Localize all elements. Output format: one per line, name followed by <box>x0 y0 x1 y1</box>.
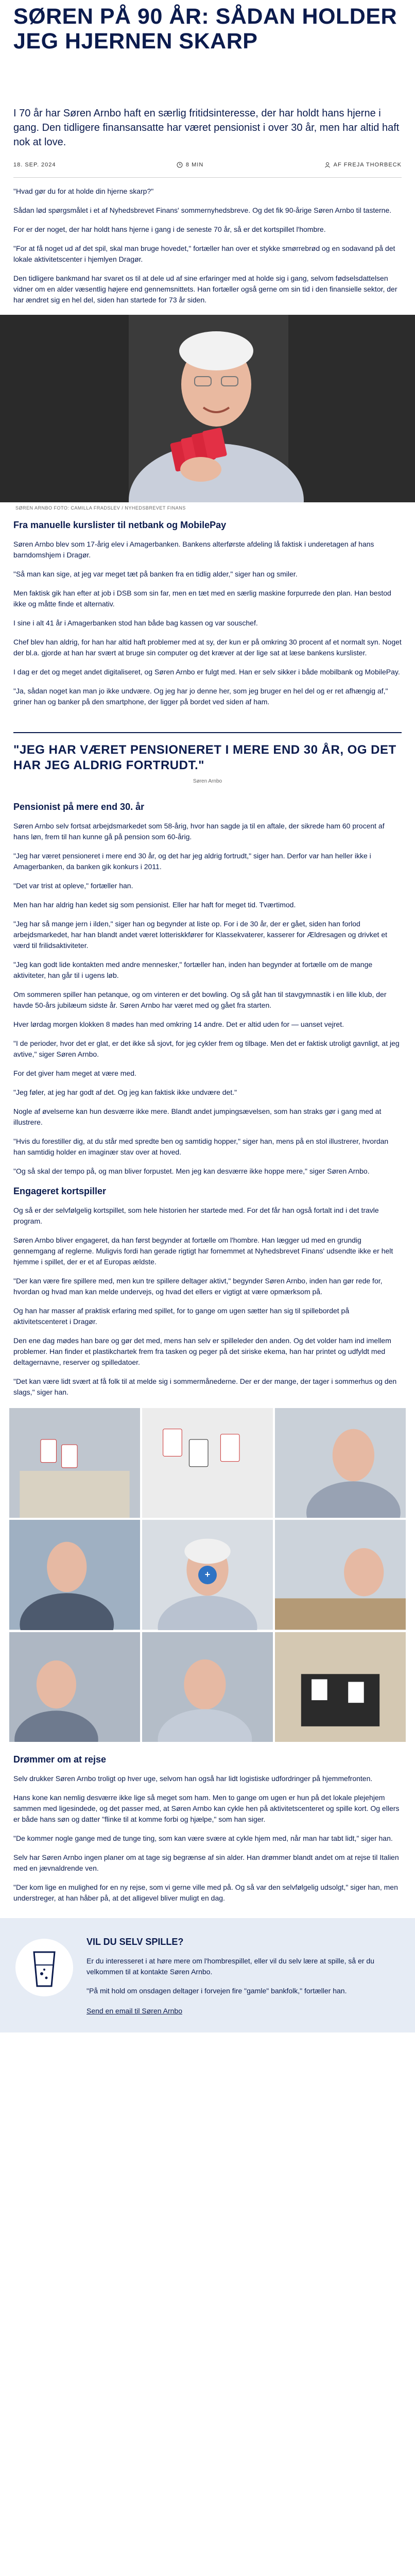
paragraph: "I de perioder, hvor det er glat, er det ikke så sjovt, for jeg cykler frem og tilbage. Men det er faktisk utroligt gavnligt, at jeg avtive," siger Søren Arnbo. <box>13 1039 400 1058</box>
publish-date: 18. SEP. 2024 <box>13 162 56 168</box>
article-headline: SØREN PÅ 90 ÅR: SÅDAN HOLDER JEG HJERNEN SKARP <box>13 4 397 54</box>
section-body <box>13 1773 402 1904</box>
paragraph: "Der kom lige en mulighed for en ny rejse, som vi gerne ville med på. Og så var den selvfølgelig udsolgt," siger han, men understreger, at han håber på, at det alligevel bliver muligt en dag. <box>13 1883 398 1902</box>
article-lead: I 70 år har Søren Arnbo haft en særlig fritidsinteresse, der har holdt hans hjerne i gang. Den tidligere finansansatte har været pensionist i over 30 år, men har altid haft nok at love. <box>13 108 400 148</box>
paragraph: "For at få noget ud af det spil, skal man bruge hovedet," fortæller han over et stykke smørrebrød og en sodavand på det lokale aktivitetscenter i hjemlyen Dragør. <box>13 244 395 263</box>
read-time-label: 8 MIN <box>185 162 204 168</box>
paragraph: Men faktisk gik han efter at job i DSB som sin far, men en tæt med en særlig maskine forpurrede den plan. Han bestod ikke og måtte finde et alternativ. <box>13 589 391 608</box>
paragraph: "Hvad gør du for at holde din hjerne skarp?" <box>13 187 154 195</box>
photo-gallery[interactable] <box>0 1408 415 1742</box>
paragraph: For er der noget, der har holdt hans hjerne i gang i de seneste 70 år, så er det kortspillet l'hombre. <box>13 225 326 233</box>
gallery-photo[interactable] <box>9 1520 140 1630</box>
hero-caption: SØREN ARNBO FOTO: CAMILLA FRADSLEV / NYHEDSBREVET FINANS <box>15 505 186 511</box>
paragraph: Hans kone kan nemlig desværre ikke lige så meget som ham. Men to gange om ugen er hun på det lokale plejehjem sammen med ligesindede, og det passer med, at Søren Arnbo kan cykle hen på aktivitetscenteret og spille kort. Og ellers er både hans søn og datter "flinke til at komme forbi og hjælpe," som han siger. <box>13 1793 400 1823</box>
paragraph: Om sommeren spiller han petanque, og om vinteren er det bowling. Og så gåt han til stavgymnastik i en lille klub, der havde 50-års jubilæum sidste år. Søren Arnbo har været med og gået fra starten. <box>13 990 387 1009</box>
hero-photo <box>0 315 415 502</box>
intro-body <box>13 186 402 306</box>
author[interactable] <box>324 162 402 168</box>
portrait-illustration <box>0 315 415 502</box>
section-heading: Engageret kortspiller <box>13 1186 107 1196</box>
paragraph: "De kommer nogle gange med de tunge ting, som kan være svære at cykle hjem med, når man har tabt lidt," siger han. <box>13 1834 393 1842</box>
factbox-heading: VIL DU SELV SPILLE? <box>87 1937 184 1947</box>
gallery-photo[interactable] <box>142 1520 273 1630</box>
glass-icon <box>13 1937 75 1998</box>
section-body <box>13 539 402 707</box>
author-icon <box>324 162 331 168</box>
paragraph: I sine i alt 41 år i Amagerbanken stod han både bag kassen og var souschef. <box>13 619 258 627</box>
factbox-icon-wrap <box>13 1937 75 2016</box>
gallery-photo[interactable] <box>9 1408 140 1518</box>
gallery-photo[interactable] <box>275 1520 406 1630</box>
paragraph: "Jeg kan godt lide kontakten med andre mennesker," fortæller han, inden han begynder at fortælle om de mange aktiviteter, han går til i ugens løb. <box>13 960 373 979</box>
section-body <box>13 1205 402 1398</box>
paragraph: Den tidligere bankmand har svaret os til at dele ud af sine erfaringer med at holde sig i gang, selvom fødselsdattelsen vidner om en alder væsentlig højere end gennemsnittets. Han fortæller også gerne om sin tid i den finansielle sektor, der har ændret sig en hel del, siden han startede for 73 år siden. <box>13 274 397 304</box>
factbox <box>0 1918 415 2032</box>
factbox-content <box>87 1937 402 2016</box>
paragraph: Og han har masser af praktisk erfaring med spillet, for to gange om ugen sætter han sig til spillebordet på aktivitetscenteret i Dragør. <box>13 1307 350 1326</box>
section-body <box>13 821 402 1177</box>
paragraph: Søren Arnbo bliver engageret, da han først begynder at fortælle om l'hombre. Han lægger ud med en grundig gennemgang af reglerne. Muligvis fordi han gerade rigtigt har fornemmet at Nyhedsbrevet Finans' udsendte ikke er helt hjemme i spillet, der er et af Europas ældste. <box>13 1236 393 1266</box>
paragraph: Hver lørdag morgen klokken 8 mødes han med omkring 14 andre. Det er altid uden for — uanset vejret. <box>13 1020 344 1028</box>
pull-quote <box>13 732 402 784</box>
clock-icon <box>177 162 183 168</box>
paragraph: Nogle af øvelserne kan hun desværre ikke mere. Blandt andet jumpingsævelsen, som han straks gør i gang med at illustrere. <box>13 1107 382 1126</box>
gallery-photo[interactable] <box>275 1408 406 1518</box>
paragraph: "Det var trist at opleve," fortæller han. <box>13 882 133 890</box>
paragraph: "Hvis du forestiller dig, at du står med spredte ben og samtidig hopper," siger han, mens på en stol illustrerer, hvordan han samtidig holder en imaginær stav over at hoved. <box>13 1137 389 1156</box>
gallery-photo[interactable] <box>275 1632 406 1742</box>
paragraph: Og så er der selvfølgelig kortspillet, som hele historien her startede med. For det får han også fortalt ind i det travle program. <box>13 1206 379 1225</box>
paragraph: Chef blev han aldrig, for han har altid haft problemer med at sy, der kun er på omkring 30 procent af et normalt syn. Noget der bl.a. gjorde at han har svært at bruge sin computer og det kræver at der lige sat at læse bankens kurslister. <box>13 638 402 657</box>
paragraph: "Jeg har været pensioneret i mere end 30 år, og det har jeg aldrig fortrudt," siger han. Derfor var han heller ikke i Amagerbanken, da banken gik konkurs i 2011. <box>13 852 371 871</box>
paragraph: For det giver ham meget at være med. <box>13 1069 136 1077</box>
divider <box>13 177 402 178</box>
paragraph: Er du interesseret i at høre mere om l'hombrespillet, eller vil du selv lære at spille, så er du velkommen til at kontakte Søren Arnbo. <box>87 1957 375 1976</box>
pull-quote-text: "JEG HAR VÆRET PENSIONERET I MERE END 30 ÅR, OG DET HAR JEG ALDRIG FORTRUDT." <box>13 743 396 772</box>
author-name: AF FREJA THORBECK <box>333 162 402 168</box>
paragraph: Søren Arnbo blev som 17-årig elev i Amagerbanken. Bankens alterførste afdeling lå faktisk i underetagen af hans barndomshjem i Dragør. <box>13 540 374 559</box>
paragraph: Men han har aldrig han kedet sig som pensionist. Eller har haft for meget tid. Tværtimod. <box>13 901 296 909</box>
paragraph: "Og så skal der tempo på, og man bliver forpustet. Men jeg kan desværre ikke hoppe mere," siger Søren Arnbo. <box>13 1167 370 1175</box>
pull-quote-source: Søren Arnbo <box>193 778 222 784</box>
paragraph: Sådan lød spørgsmålet i et af Nyhedsbrevet Finans' sommernyhedsbreve. Og det fik 90-årige Søren Arnbo til tasterne. <box>13 206 392 214</box>
paragraph: I dag er det og meget andet digitaliseret, og Søren Arnbo er fulgt med. Han er selv sikker i både mobilbank og MobilePay. <box>13 668 400 676</box>
article-meta <box>13 162 402 168</box>
paragraph: "Jeg føler, at jeg har godt af det. Og jeg kan faktisk ikke undvære det." <box>13 1088 237 1096</box>
section-heading: Drømmer om at rejse <box>13 1754 107 1765</box>
section-heading: Fra manuelle kurslister til netbank og MobilePay <box>13 520 227 530</box>
section-heading: Pensionist på mere end 30. år <box>13 802 145 812</box>
paragraph: "Jeg har så mange jern i ilden," siger han og begynder at liste op. For i de 30 år, der er gået, siden han forlod arbejdsmarkedet, har han blandt andet været lotteriskkfører for Klassekvaterer, kasserer for Ældresagen og drivket et værd til frilidsaktiviteter. <box>13 920 388 950</box>
gallery-photo[interactable] <box>142 1408 273 1518</box>
paragraph: "Så man kan sige, at jeg var meget tæt på banken fra en tidlig alder," siger han og smiler. <box>13 570 298 578</box>
paragraph: "På mit hold om onsdagen deltager i forvejen fire "gamle" bankfolk," fortæller han. <box>87 1987 347 1995</box>
paragraph: "Der kan være fire spillere med, men kun tre spillere deltager aktivt," begynder Søren Arnbo, inden han gør rede for, hvordan og hvad man kan melde undervejs, og hvad det ellers er vigtigt at være opmærksom på. <box>13 1277 383 1296</box>
paragraph: Den ene dag mødes han bare og gør det med, mens han selv er spilleleder den anden. Og det volder ham ind imellem problemer. Han finder et plastikchartek frem fra tasken og peger på det siriske ekema, han har printet og udfyldt med deltagernavne, reserver og spilledatoer. <box>13 1336 391 1366</box>
paragraph: Søren Arnbo selv fortsat arbejdsmarkedet som 58-årig, hvor han sagde ja til en aftale, der sikrede ham 60 procent af hans løn, frem til han kunne gå på pension som 60-årig. <box>13 822 385 841</box>
gallery-photo[interactable] <box>9 1632 140 1742</box>
paragraph: Selv drukker Søren Arnbo troligt op hver uge, selvom han også har lidt logistiske udfordringer på hjemmefronten. <box>13 1774 373 1783</box>
gallery-expand-button[interactable]: + <box>198 1566 217 1584</box>
email-link[interactable]: Send en email til Søren Arnbo <box>87 2007 182 2015</box>
read-time <box>177 162 203 168</box>
paragraph: "Det kan være lidt svært at få folk til at melde sig i sommermånederne. Der er der mange, der tager i sommerhus og den slags," siger han. <box>13 1377 397 1396</box>
paragraph: Selv har Søren Arnbo ingen planer om at tage sig begrænse af sin alder. Han drømmer blandt andet om at rejse til Italien med en jævnaldrende ven. <box>13 1853 399 1872</box>
paragraph: "Ja, sådan noget kan man jo ikke undvære. Og jeg har jo denne her, som jeg bruger en hel del og er ret afhængig af," griner han og banker på den smartphone, der ligger på bordet ved siden af ham. <box>13 687 388 706</box>
gallery-photo[interactable] <box>142 1632 273 1742</box>
